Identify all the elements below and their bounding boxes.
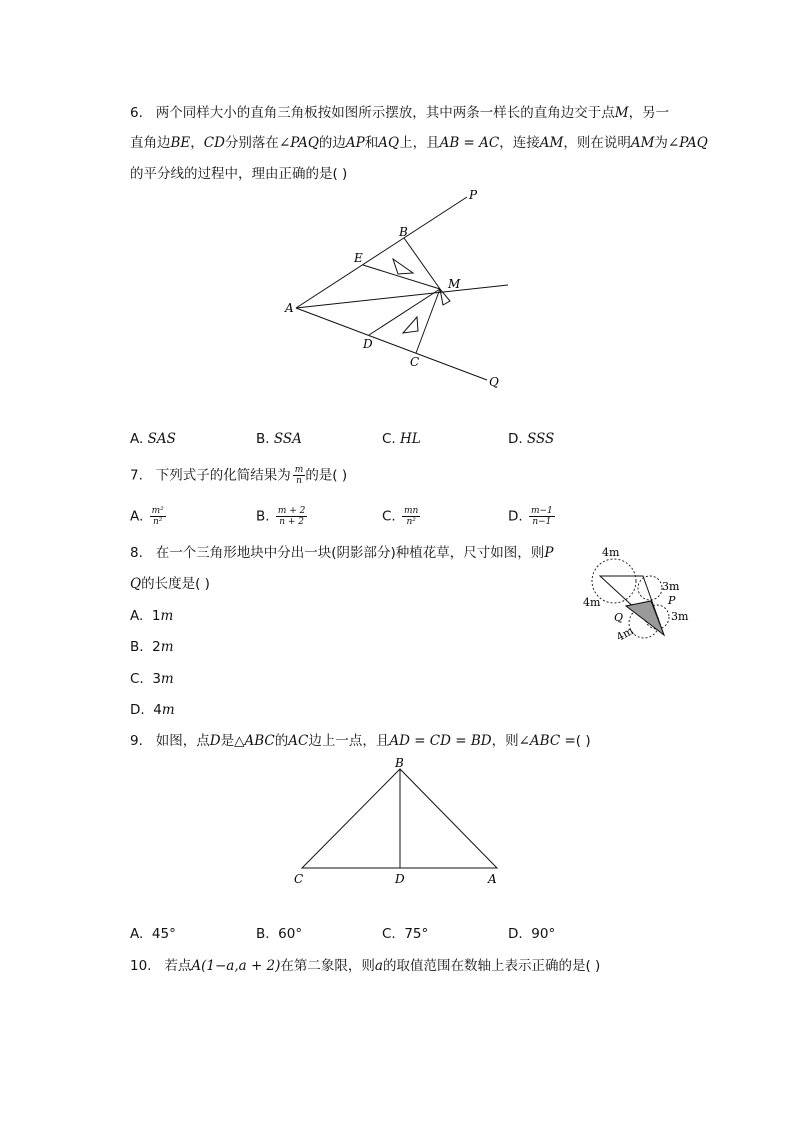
q6-line-2: 直角边BE，CD分别落在∠PAQ的边AP和AQ上，且AB = AC，连接AM，则在说明AM为∠PAQ [130, 135, 708, 151]
label-A: A [285, 301, 294, 315]
q10-line: 10. 若点A(1−a,a + 2)在第二象限，则a的取值范围在数轴上表示正确的是( ) [130, 958, 601, 974]
q7-fraction: $\frac{m}{n}$ [294, 465, 304, 486]
segment-BM [404, 238, 440, 289]
segment-EM [363, 265, 440, 289]
segment-CM [416, 289, 440, 353]
label-D: D [395, 872, 405, 886]
q9-option-a[interactable]: A. 45° [130, 926, 176, 942]
label-B: B [399, 225, 408, 239]
label-C: C [410, 355, 420, 369]
q6-option-c[interactable]: C. HL [382, 431, 421, 447]
label-top-4m: 4m [602, 546, 620, 559]
q9-option-d[interactable]: D. 90° [508, 926, 556, 942]
q8-option-c[interactable]: C. 3m [130, 671, 174, 687]
label-Q: Q [614, 611, 624, 624]
q9-option-b[interactable]: B. 60° [256, 926, 303, 942]
q6-option-a[interactable]: A. SAS [130, 431, 176, 447]
label-Q: Q [489, 375, 499, 389]
ray-AM [296, 285, 508, 308]
q7-line: 7. 下列式子的化简结果为 $\frac{m}{n}$ 的是( ) [130, 465, 348, 486]
q9-option-c[interactable]: C. 75° [382, 926, 429, 942]
q6-option-b[interactable]: B. SSA [256, 431, 302, 447]
label-M: M [448, 277, 461, 291]
q7-option-d[interactable]: D. $\frac{m-1}{n-1}$ [508, 506, 553, 527]
triangle-hole-upper [393, 259, 413, 274]
label-right-3m-2: 3m [671, 610, 689, 623]
q8-line-2: Q的长度是( ) [130, 576, 210, 592]
q8-option-b[interactable]: B. 2m [130, 639, 174, 655]
triangle-hole-lower [403, 317, 418, 333]
q6-line-1: 6. 两个同样大小的直角三角板按如图所示摆放，其中两条一样长的直角边交于点M，另一 [130, 105, 670, 121]
q8-figure [580, 542, 695, 644]
q8-option-a[interactable]: A. 1m [130, 608, 174, 624]
label-P: P [469, 188, 478, 202]
q8-option-d[interactable]: D. 4m [130, 702, 175, 718]
q6-option-d[interactable]: D. SSS [508, 431, 555, 447]
label-B: B [395, 756, 404, 770]
label-E: E [354, 251, 363, 265]
q6-figure [280, 185, 520, 395]
label-C: C [294, 872, 304, 886]
label-right-3m: 3m [662, 580, 680, 593]
label-left-4m: 4m [583, 596, 601, 609]
q6-line-3: 的平分线的过程中，理由正确的是( ) [130, 166, 348, 182]
label-P: P [668, 594, 676, 607]
label-A: A [488, 872, 497, 886]
q9-figure [285, 755, 510, 890]
label-bottom-4m: 4m [614, 624, 636, 644]
q7-option-a[interactable]: A. $\frac{\text{m²}}{\text{n²}}$ [130, 506, 164, 527]
label-D: D [363, 337, 373, 351]
q7-option-b[interactable]: B. $\frac{m + 2}{n + 2}$ [256, 506, 306, 527]
ray-AQ [296, 308, 487, 380]
q7-option-c[interactable]: C. $\frac{mn}{\text{n²}}$ [382, 506, 419, 527]
q9-line: 9. 如图，点D是△ABC的AC边上一点，且AD = CD = BD，则∠ABC =( ) [130, 733, 591, 749]
q8-line-1: 8. 在一个三角形地块中分出一块(阴影部分)种植花草，尺寸如图，则P [130, 545, 554, 561]
